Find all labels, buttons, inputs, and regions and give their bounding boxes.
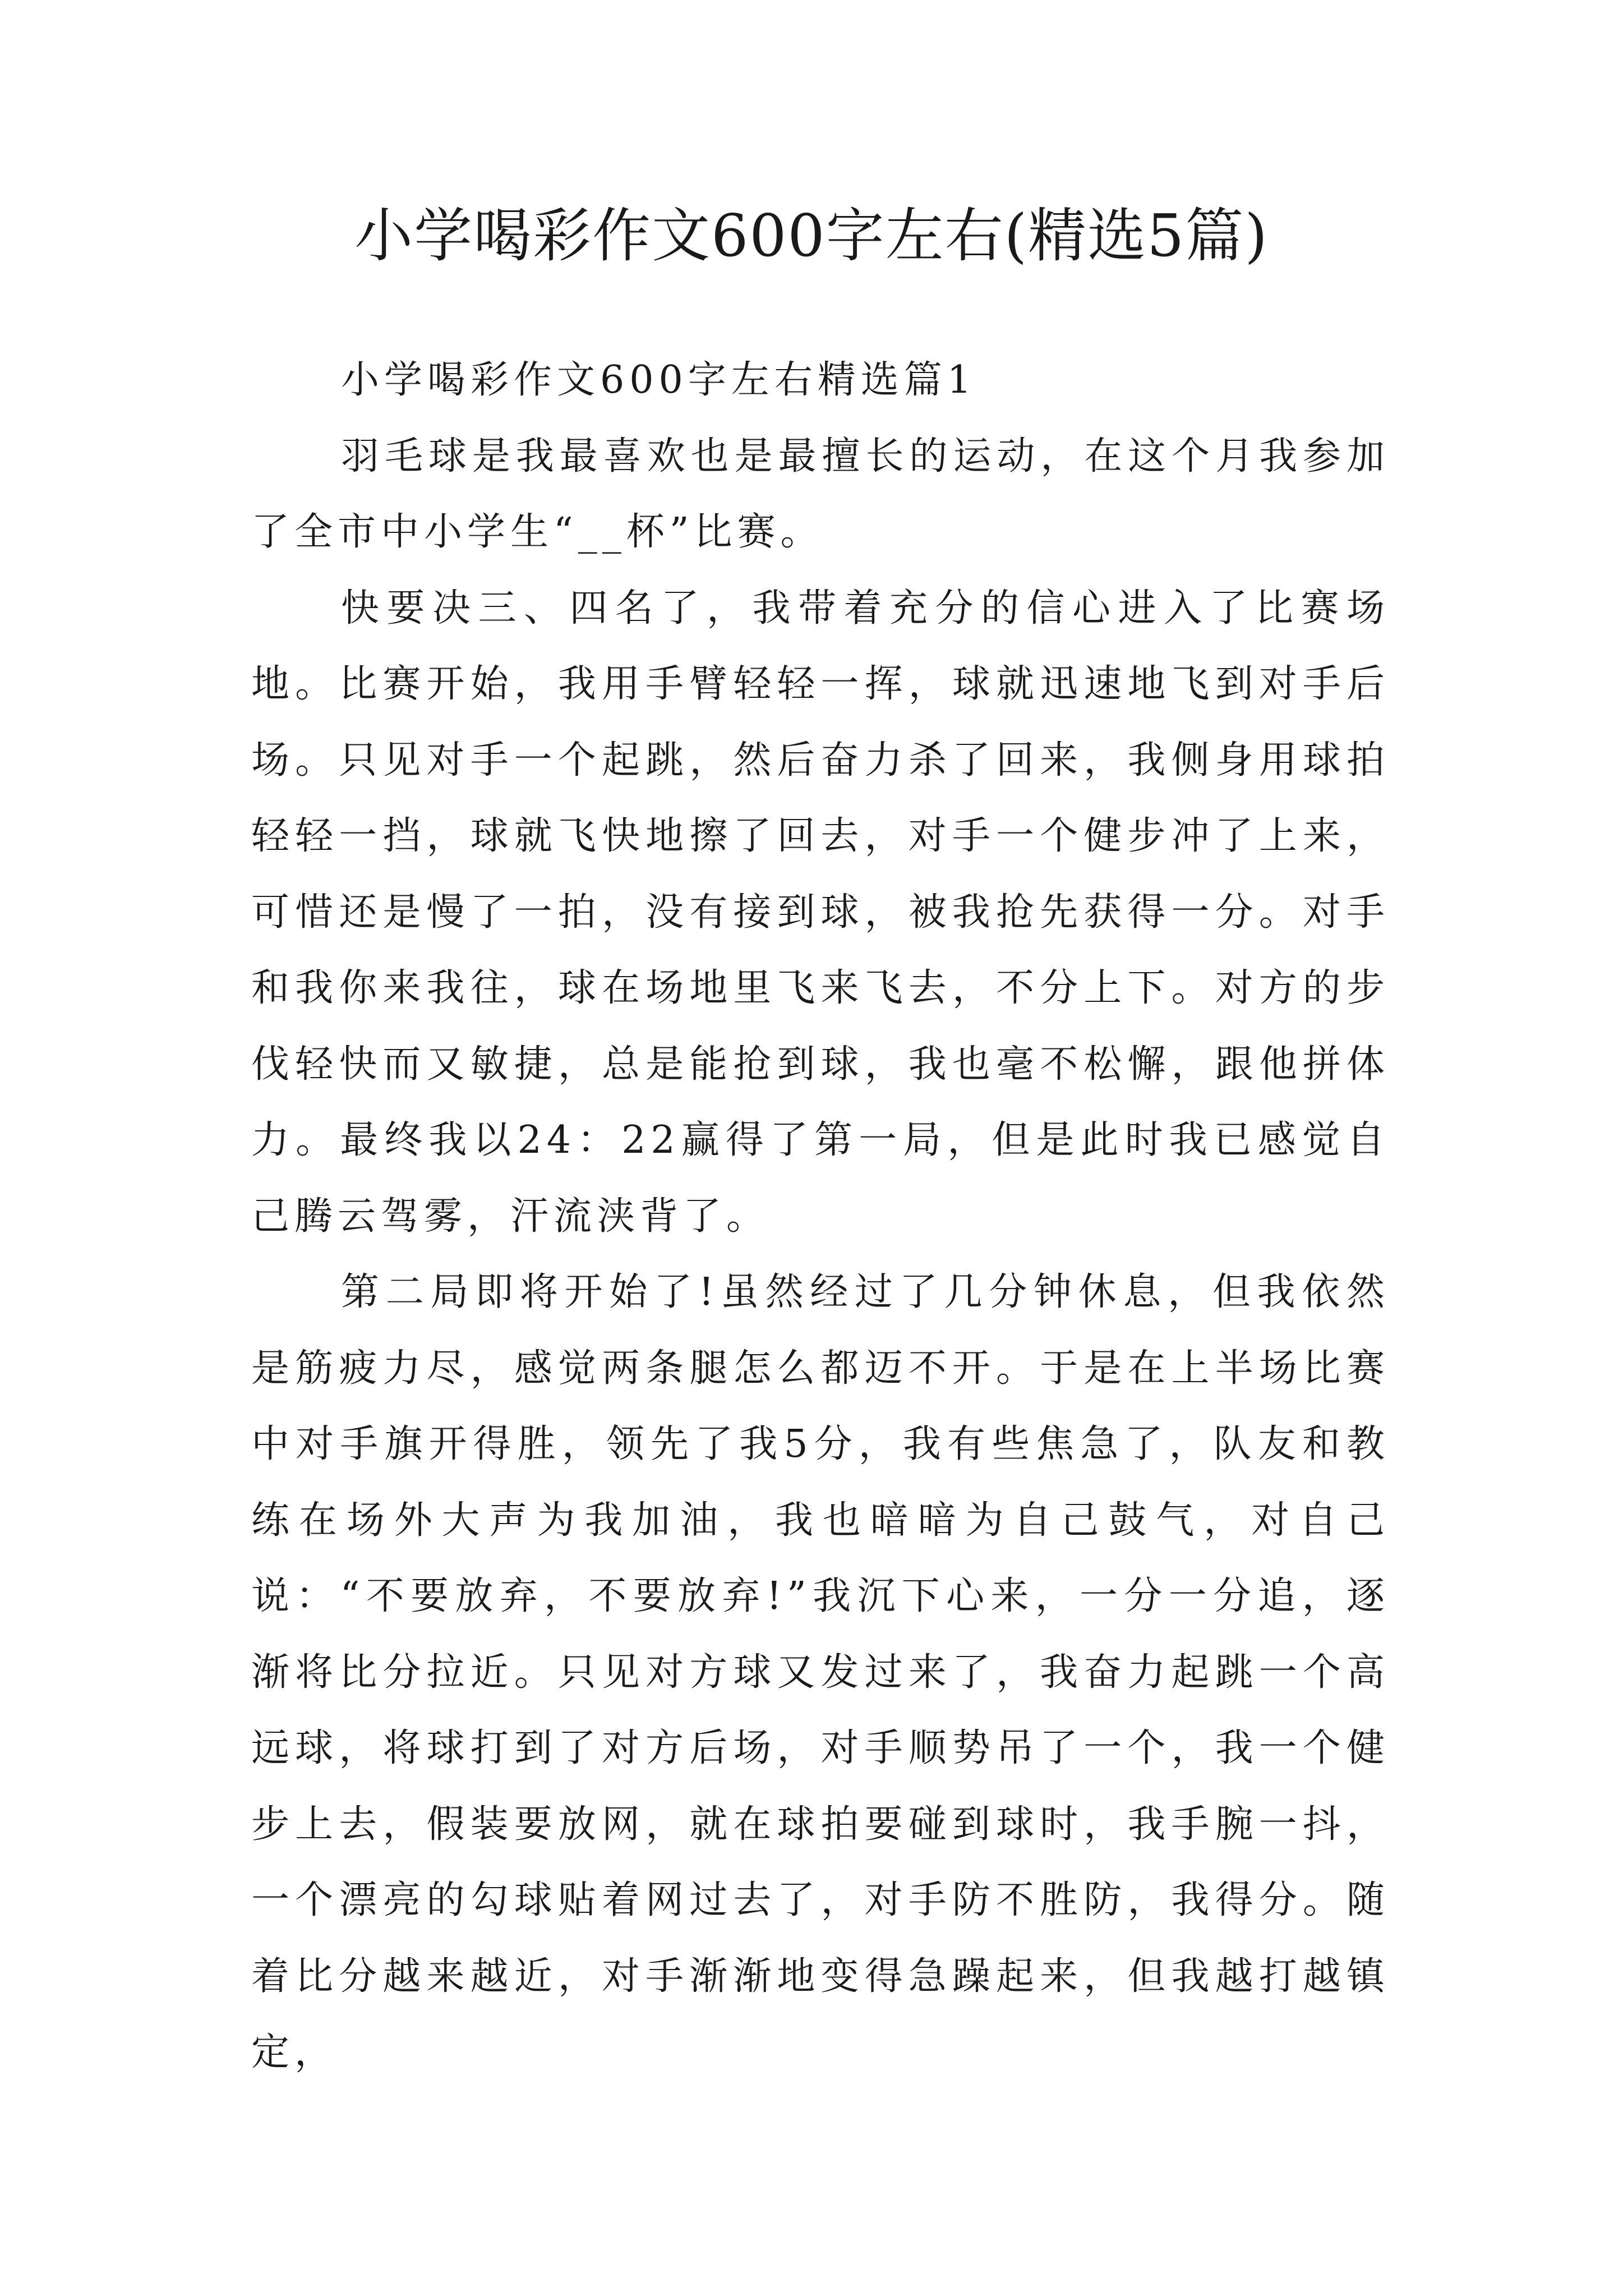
document-body — [251, 342, 1390, 2091]
document-title: 小学喝彩作文600字左右(精选5篇) — [354, 201, 1269, 270]
paragraph: 第二局即将开始了!虽然经过了几分钟休息，但我依然是筋疲力尽，感觉两条腿怎么都迈不开。于是在上半场比赛中对手旗开得胜，领先了我5分，我有些焦急了，队友和教练在场外大声为我加油，我也暗暗为自己鼓气，对自己说：“不要放弃，不要放弃!”我沉下心来，一分一分追，逐渐将比分拉近。只见对方球又发过来了，我奋力起跳一个高远球，将球打到了对方后场，对手顺势吊了一个，我一个健步上去，假装要放网，就在球拍要碰到球时，我手腕一抖，一个漂亮的勾球贴着网过去了，对手防不胜防，我得分。随着比分越来越近，对手渐渐地变得急躁起来，但我越打越镇定， — [251, 1270, 1390, 2074]
paragraph: 羽毛球是我最喜欢也是最擅长的运动，在这个月我参加了全市中小学生“__杯”比赛。 — [251, 434, 1390, 554]
paragraph: 快要决三、四名了，我带着充分的信心进入了比赛场地。比赛开始，我用手臂轻轻一挥，球就迅速地飞到对手后场。只见对手一个起跳，然后奋力杀了回来，我侧身用球拍轻轻一挡，球就飞快地擦了回去，对手一个健步冲了上来，可惜还是慢了一拍，没有接到球，被我抢先获得一分。对手和我你来我往，球在场地里飞来飞去，不分上下。对方的步伐轻快而又敏捷，总是能抢到球，我也毫不松懈，跟他拼体力。最终我以24：22赢得了第一局，但是此时我已感觉自己腾云驾雾，汗流浃背了。 — [251, 586, 1390, 1239]
section-heading: 小学喝彩作文600字左右精选篇1 — [341, 358, 977, 402]
